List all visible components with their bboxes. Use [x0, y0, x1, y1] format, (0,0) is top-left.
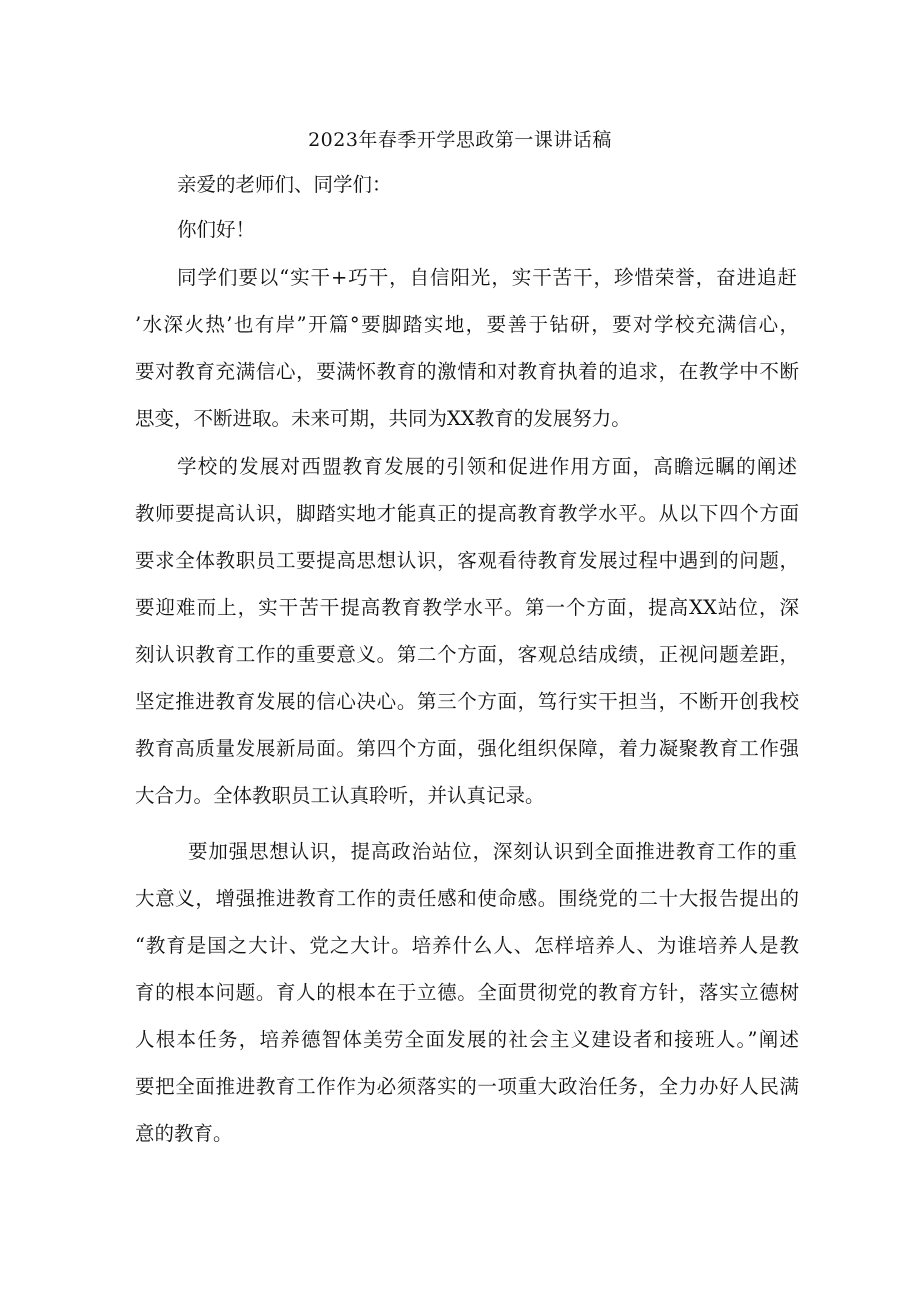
paragraph-line: 坚定推进教育发展的信心决心。第三个方面，笃行实干担当，不断开创我校 — [135, 690, 799, 713]
document-title: 2023年春季开学思政第一课讲话稿 — [308, 129, 612, 151]
paragraph-line: 人根本任务，培养德智体美劳全面发展的社会主义建设者和接班人。”阐述 — [135, 1028, 799, 1051]
paragraph-line: 要把全面推进教育工作作为必须落实的一项重大政治任务，全力办好人民满 — [135, 1075, 799, 1098]
paragraph-line: 同学们要以“实干+巧干，自信阳光，实干苦干，珍惜荣誉，奋进追赶 — [177, 266, 797, 289]
paragraph-line: ’水深火热’也有岸”开篇°要脚踏实地，要善于钻研，要对学校充满信心， — [135, 313, 799, 336]
paragraph-line: 学校的发展对西盟教育发展的引领和促进作用方面，高瞻远瞩的阐述 — [177, 455, 797, 478]
paragraph-line: 要对教育充满信心，要满怀教育的激情和对教育执着的追求，在教学中不断 — [135, 360, 799, 383]
paragraph-line: “教育是国之大计、党之大计。培养什么人、怎样培养人、为谁培养人是教 — [135, 934, 799, 957]
salutation-line: 你们好！ — [177, 218, 256, 241]
paragraph-line: 意的教育。 — [135, 1122, 233, 1145]
paragraph-line: 要求全体教职员工要提高思想认识，客观看待教育发展过程中遇到的问题， — [135, 549, 799, 572]
paragraph-line: 教育高质量发展新局面。第四个方面，强化组织保障，着力凝聚教育工作强 — [135, 737, 799, 760]
paragraph-line: 要加强思想认识，提高政治站位，深刻认识到全面推进教育工作的重 — [188, 840, 797, 863]
paragraph-line: 育的根本问题。育人的根本在于立德。全面贯彻党的教育方针，落实立德树 — [135, 981, 799, 1004]
greeting-line: 亲爱的老师们、同学们： — [177, 173, 392, 196]
paragraph-line: 思变，不断进取。未来可期，共同为XX教育的发展努力。 — [135, 407, 631, 430]
paragraph-line: 要迎难而上，实干苦干提高教育教学水平。第一个方面，提高XX站位，深 — [135, 596, 799, 619]
paragraph-line: 教师要提高认识，脚踏实地才能真正的提高教育教学水平。从以下四个方面 — [135, 502, 799, 525]
paragraph-line: 大合力。全体教职员工认真聆听，并认真记录。 — [135, 784, 545, 807]
paragraph-line: 刻认识教育工作的重要意义。第二个方面，客观总结成绩，正视问题差距， — [135, 643, 799, 666]
paragraph-line: 大意义，增强推进教育工作的责任感和使命感。围绕党的二十大报告提出的 — [135, 887, 799, 910]
